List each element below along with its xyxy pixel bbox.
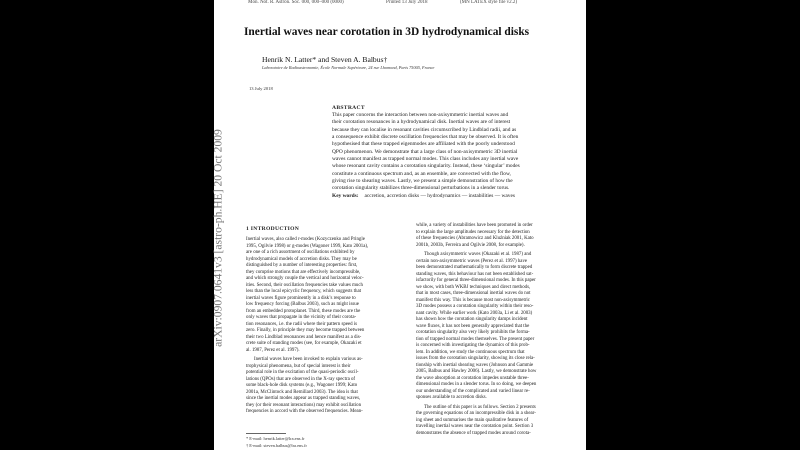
body-text-line: we show, with both WKBJ techniques and direct methods, (416, 284, 531, 290)
footnote-1: * E-mail: henrik.latter@lra.ens.fr (246, 436, 305, 441)
paper-date: 13 July 2018 (249, 86, 273, 91)
printed-date: Printed 13 July 2018 (386, 0, 428, 5)
body-text-line: sponses available to accretion disks. (416, 395, 487, 400)
body-text-line: zero. Finally, in principle they may become trapped between (246, 328, 365, 333)
keywords-label: Key words: (332, 193, 359, 199)
body-text-line: hydrodynamical models of accretion disks. They may be (246, 256, 357, 262)
body-text-line: low frequency forcing (Balbus 2003), such as might issue (246, 302, 359, 307)
abstract-line: waves cannot manifest as trapped normal modes. This class includes any inertial wave (332, 156, 519, 163)
body-text-line: standing waves, this behaviour has not been established sat- (416, 271, 534, 277)
body-text-line: ing sheet and summarises the main qualitative features of (416, 417, 529, 423)
running-header (228, 0, 576, 8)
abstract-line: giving rise to shearing waves. Lastly, we present a simple demonstration of how the (332, 178, 513, 185)
body-text-line: lem. In addition, we study the continuous spectrum that (416, 349, 525, 355)
body-text-line: issues from the corotation singularity, showing its close rela- (416, 356, 535, 361)
footnote-rule (246, 433, 286, 434)
body-text-line: The outline of this paper is as follows. Section 2 presents (424, 404, 536, 410)
body-text-line: trophysical phenomena, but of special interest is their (246, 363, 351, 369)
style-file: (MN LATEX style file v2.2) (460, 0, 518, 5)
abstract-line: whose resonant cavity contains a corotation singularity. Instead, these ‘singular’ modes (332, 163, 520, 170)
body-text-line: 2005, Balbus and Hawley 2006). Lastly, we demonstrate how (416, 369, 537, 374)
body-text-line: only waves that propagate in the vicinity of their corota- (246, 315, 357, 320)
body-text-line: of these frequencies (Abramowicz and Kluźniak 2001, Kato (416, 236, 534, 241)
abstract-line: constitute a continuous spectrum and, as an ensemble, are convected with the flow, (332, 170, 511, 177)
left-column-text (246, 237, 410, 416)
paper-authors: Henrik N. Latter* and Steven A. Balbus† (262, 55, 388, 64)
body-text-line: is concerned with investigating the dynamics of this prob- (416, 343, 530, 348)
body-text-line: 2001b, 2003b, Ferreira and Ogilvie 2008, for example). (416, 242, 525, 248)
body-text-line: ities. Second, their oscillation frequencies take values much (246, 282, 363, 288)
body-text-line: corotation singularity also very likely prohibits the forma- (416, 330, 530, 335)
author-affiliation: Laboratoire de Radioastronomie, École Normale Supérieure, 24 rue Lhomond, Paris 75005, France (262, 65, 435, 70)
body-text-line: manifest this way. This is because most non-axisymmetric (416, 297, 530, 303)
abstract-line: hypothesised that these trapped eigenmodes are affiliated with the poorly understood (332, 141, 515, 148)
body-text-line: Inertial waves, also called r-modes (Kozyczenko and Pringle (246, 237, 365, 242)
body-text-line: that in most cases, three-dimensional inertial waves do not (416, 291, 531, 296)
journal-citation: Mon. Not. R. Astron. Soc. 000, 000–000 (0000) (248, 0, 344, 5)
body-text-line: distinguished by a number of interesting properties: first, (246, 263, 358, 268)
body-text-line: lations (QPOs) that are observed in the X-ray spectra of (246, 376, 356, 382)
body-text-line: are one of a rich assortment of oscillations exhibited by (246, 250, 355, 255)
body-text-line: potential role in the excitation of the quasi-periodic oscil- (246, 370, 359, 375)
body-text-line: certain non-axisymmetric waves (Perez et al. 1997) have (416, 258, 528, 264)
abstract-line: corotation singularity stabilizes three-dimensional perturbations in a slender torus. (332, 185, 510, 192)
arxiv-stamp: arXiv:0907.0641v3 [astro-ph.HE] 20 Oct 2009 (211, 129, 225, 347)
body-text-line: 1995, Ogilvie 1998) or g-modes (Wagoner 1999, Kato 2001a), (246, 243, 369, 249)
body-text-line: al. 1987, Perez et al. 1997). (246, 347, 300, 353)
body-text-line: since the inertial modes appear as trapped standing waves, (246, 396, 361, 401)
abstract-line: This paper concerns the interaction between non-axisymmetric inertial waves and (332, 112, 509, 118)
body-text-line: less than the local epicyclic frequency, which suggests that (246, 289, 361, 294)
body-text-line: Though axisymmetric waves (Okazaki et al. 1987) and (424, 252, 532, 257)
right-column-text (416, 223, 580, 437)
keywords (332, 193, 515, 199)
section-heading-introduction: 1 INTRODUCTION (246, 226, 300, 232)
abstract-body (332, 112, 578, 193)
body-text-line: their two Lindblad resonances and hence manifest as a dis- (246, 334, 362, 340)
body-text-line: isfactorily for general three-dimensional modes. In this paper (416, 278, 536, 283)
keywords-text: accretion, accretion disks — hydrodynamics — instabilities — waves (364, 193, 515, 199)
body-text-line: has shown how the corotation singularity damps incident (416, 317, 528, 322)
body-text-line: travelling inertial waves near the corotation point. Section 3 (416, 424, 534, 429)
body-text-line: crete suite of standing modes (see, for example, Okazaki et (246, 341, 362, 346)
body-text-line: they comprise motions that are effectively incompressible, (246, 269, 361, 275)
abstract-line: their corotation resonances in a hydrodynamical disk. Inertial waves are of interest (332, 119, 511, 126)
body-text-line: while, a variety of instabilities have been promoted in order (416, 223, 533, 228)
body-text-line: Inertial waves have been invoked to explain various as- (254, 357, 363, 362)
abstract-line: a consequence exhibit discrete oscillation frequencies that may be observed. It is often (332, 134, 519, 141)
body-text-line: from an embedded protoplanet. Third, these modes are the (246, 308, 361, 314)
body-text-line: tion resonances, i.e. the radii where their pattern speed is (246, 321, 358, 327)
body-text-line: some black-hole disk systems (e.g., Wagoner 1999; Kato (246, 383, 358, 388)
body-text-line: the wave absorption at corotation impedes unstable three- (416, 375, 529, 381)
footnote-2: † E-mail: steven.balbus@lra.ens.fr (246, 443, 307, 448)
body-text-line: frequencies in accord with the observed frequencies. Mean- (246, 409, 363, 414)
paper-page (211, 0, 586, 450)
body-text-line: to explain the large amplitudes necessary for the detection (416, 229, 530, 235)
abstract-line: because they can localise in resonant cavities circumscribed by Lindblad radii, and as (332, 126, 517, 133)
body-text-line: 2001a, McClintock and Remillard 2003). The idea is that (246, 389, 358, 395)
body-text-line: our understanding of the complicated and varied linear re- (416, 388, 530, 394)
body-text-line: 3D modes possess a corotation singularity within their reso- (416, 304, 534, 309)
paper-title: Inertial waves near corotation in 3D hydrodynamical disks (244, 26, 530, 38)
body-text-line: been demonstrated mathematically to form discrete trapped (416, 265, 533, 270)
body-text-line: the governing equations of an incompressible disk in a shear- (416, 411, 536, 416)
body-text-line: and which strongly couple the vertical and horizontal veloc- (246, 276, 364, 281)
body-text-line: tion of trapped normal modes themselves. The present paper (416, 336, 535, 342)
body-text-line: wave fluxes, it has not been generally appreciated that the (416, 323, 530, 329)
body-text-line: inertial waves figure prominently in a disk’s response to (246, 295, 356, 301)
body-text-line: nant cavity. While earlier work (Kato 2003a, Li et al. 2003) (416, 310, 533, 316)
body-text-line: tionship with inertial shearing waves (Johnson and Gammie (416, 362, 534, 368)
body-text-line: demonstrates the absence of trapped modes around corota- (416, 430, 531, 436)
body-text-line: they (or their resonant interactions) may exhibit oscillation (246, 402, 362, 408)
body-text-line: dimensional modes in a slender torus. In so doing, we deepen (416, 382, 537, 387)
abstract-line: QPO phenomenon. We demonstrate that a large class of non-axisymmetric 3D inertial (332, 148, 518, 155)
abstract-heading: ABSTRACT (332, 105, 365, 111)
